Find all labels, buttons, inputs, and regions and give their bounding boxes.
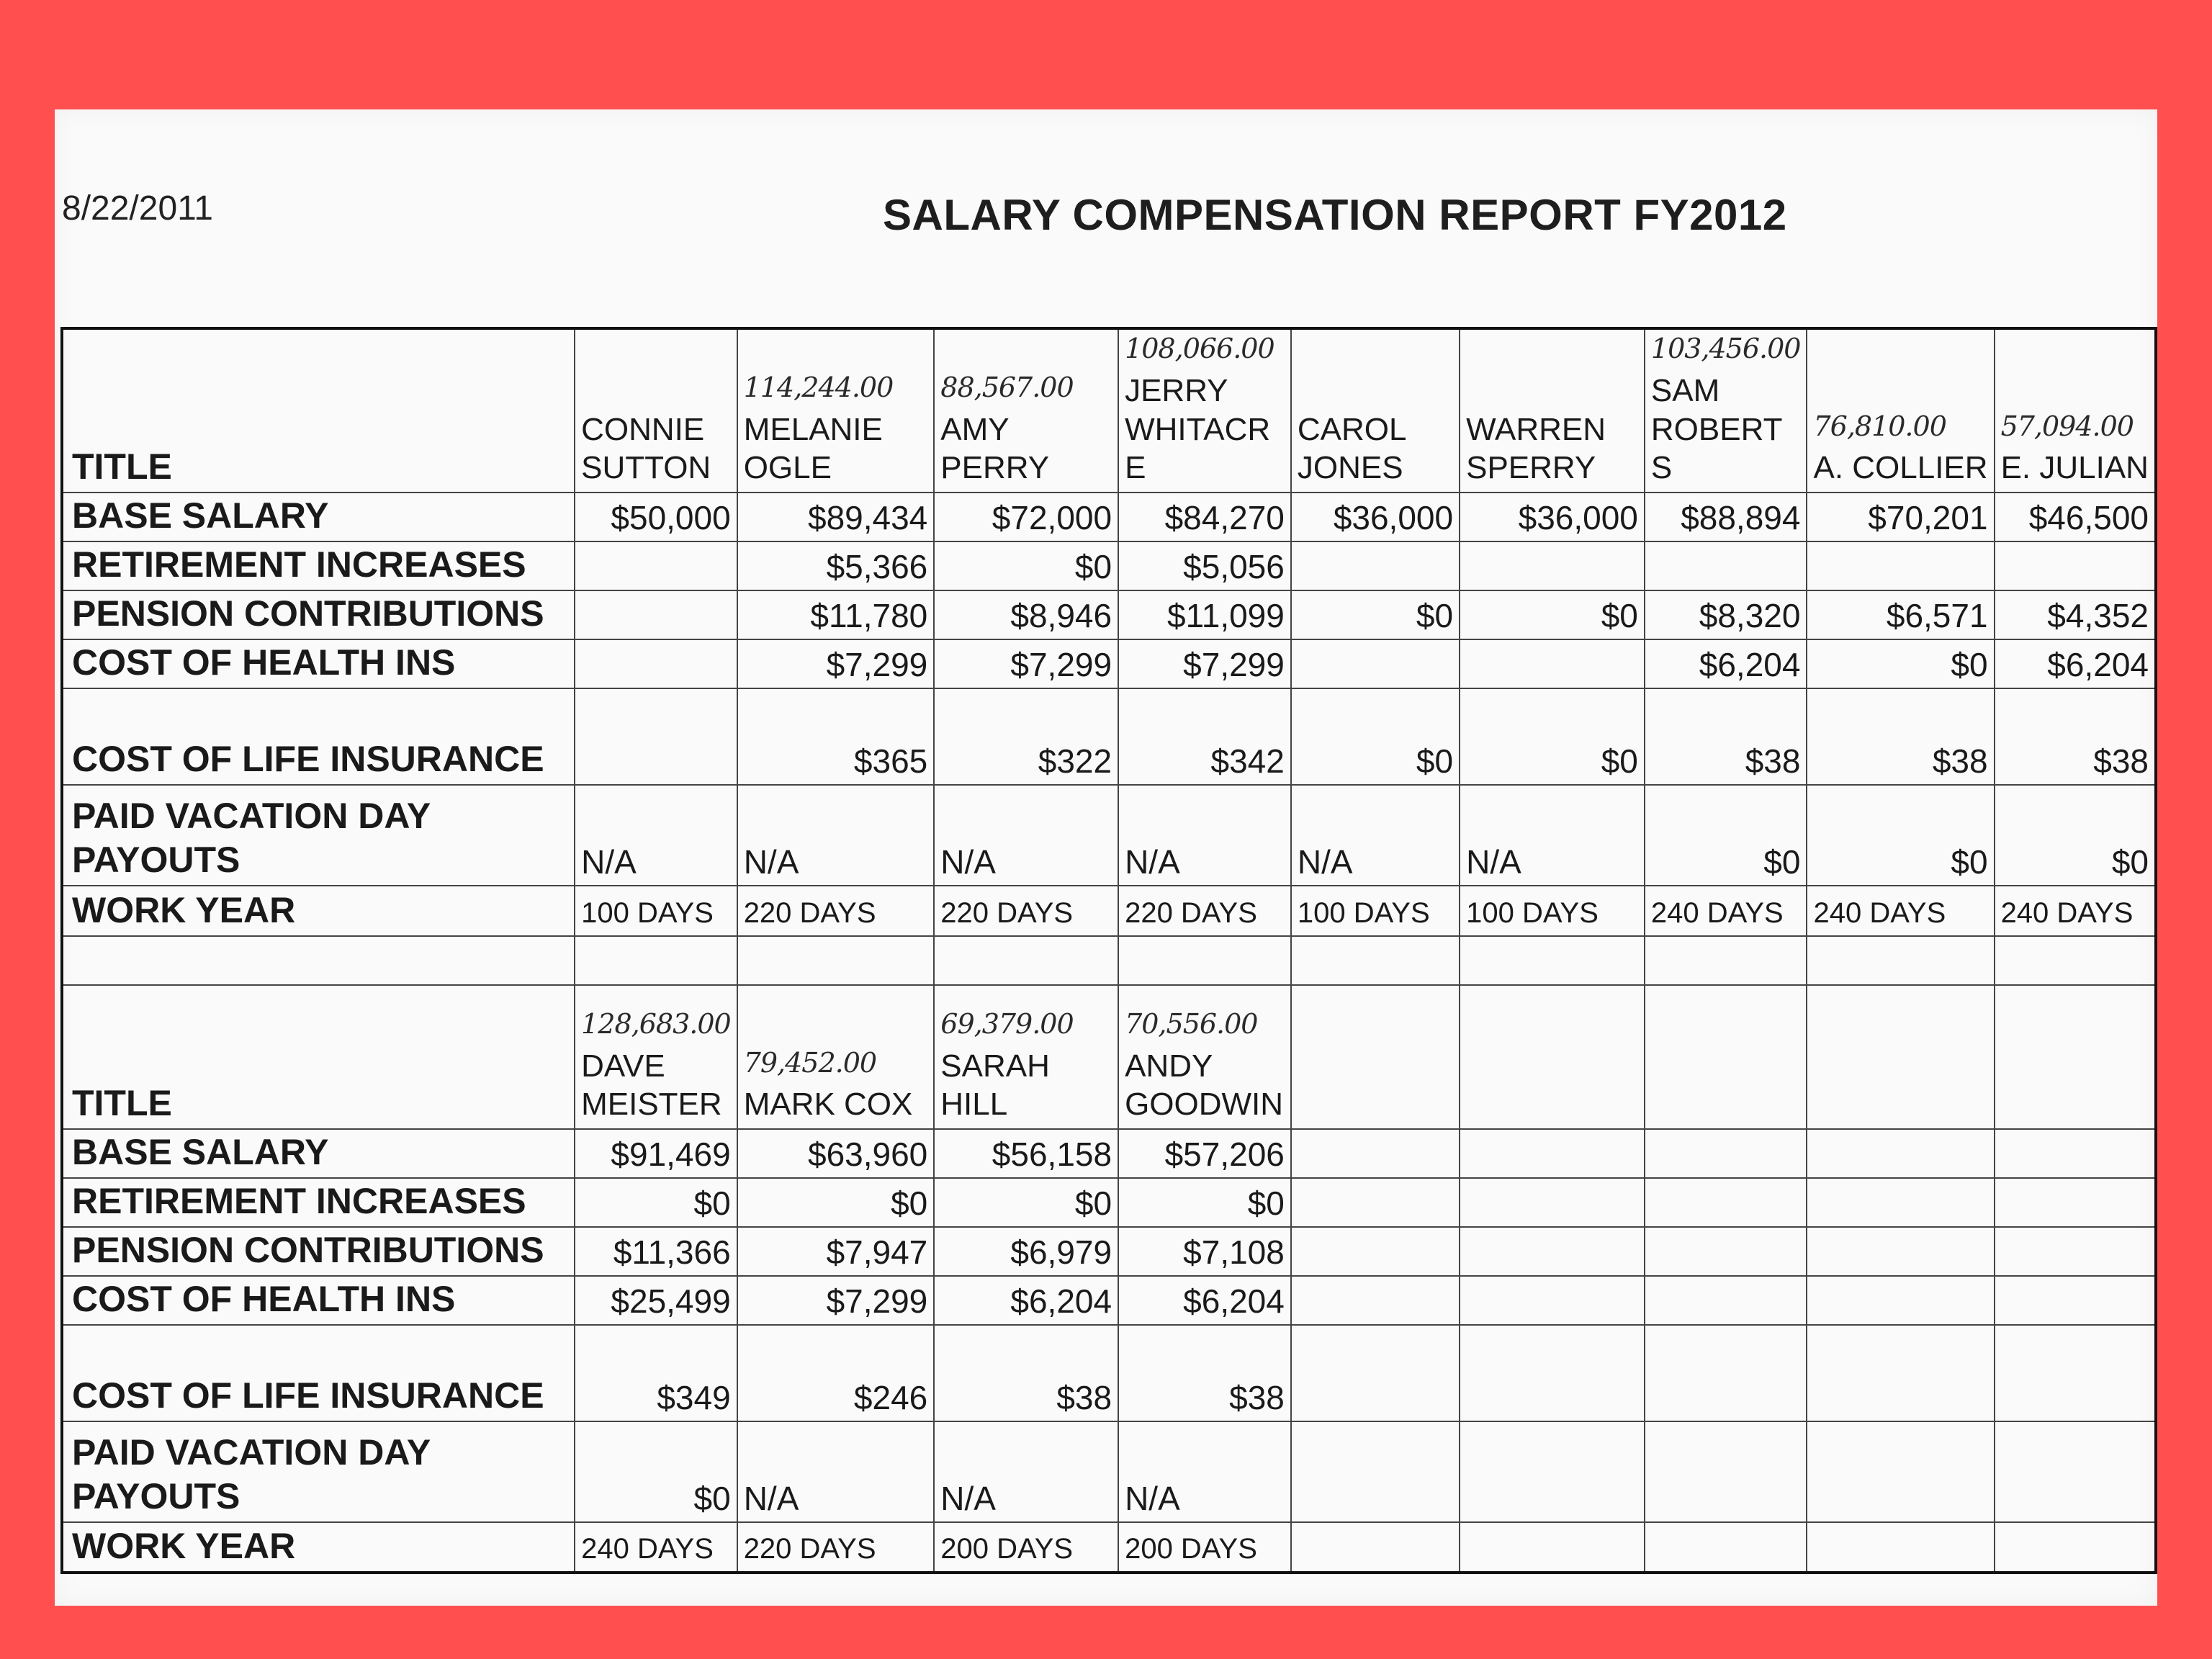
employee-header <box>934 328 1118 493</box>
cell <box>1645 541 1807 590</box>
employee-name: PERRY <box>940 450 1050 486</box>
cell: 240 DAYS <box>575 1522 737 1573</box>
cell: $5,366 <box>737 541 935 590</box>
cell: 200 DAYS <box>934 1522 1118 1573</box>
employee-header <box>575 328 737 493</box>
cell: $11,099 <box>1118 590 1291 639</box>
row-label-line: PAID VACATION DAY <box>72 796 431 836</box>
employee-name: ROBERT <box>1650 411 1783 447</box>
cell <box>1291 541 1460 590</box>
cell <box>934 936 1118 985</box>
cell <box>575 639 737 688</box>
employee-name: E <box>1125 450 1146 486</box>
employee-name: SARAH <box>940 1048 1050 1084</box>
row-base-salary <box>62 1129 2156 1178</box>
cell: $0 <box>1807 639 1994 688</box>
cell: N/A <box>934 785 1118 886</box>
cell <box>1291 1522 1460 1573</box>
employee-header <box>1460 985 1645 1129</box>
row-cost-of-health-ins <box>62 639 2156 688</box>
employee-name: WHITACR <box>1125 411 1271 447</box>
cell: $46,500 <box>1995 493 2156 541</box>
cell: $36,000 <box>1460 493 1645 541</box>
row-base-salary <box>62 493 2156 541</box>
employee-name: WARREN <box>1466 411 1606 447</box>
cell: $0 <box>1807 785 1994 886</box>
row-label: COST OF LIFE INSURANCE <box>62 688 575 785</box>
cell <box>1460 936 1645 985</box>
cell: $6,204 <box>1995 639 2156 688</box>
employee-name: HILL <box>940 1087 1008 1123</box>
cell: $56,158 <box>934 1129 1118 1178</box>
cell: $0 <box>575 1421 737 1522</box>
cell <box>1291 1178 1460 1227</box>
cell: $322 <box>934 688 1118 785</box>
row-label-line: PAID VACATION DAY <box>72 1432 431 1473</box>
cell <box>1291 1129 1460 1178</box>
employee-header <box>1807 328 1994 493</box>
cell <box>1807 541 1994 590</box>
row-cost-of-life-insurance <box>62 1325 2156 1421</box>
row-label: RETIREMENT INCREASES <box>62 541 575 590</box>
cell: $0 <box>575 1178 737 1227</box>
cell: $246 <box>737 1325 935 1421</box>
row-label-line: PAYOUTS <box>72 840 240 880</box>
employee-header <box>1807 985 1994 1129</box>
title-label: TITLE <box>62 985 575 1129</box>
cell: 220 DAYS <box>737 886 935 936</box>
cell <box>1645 1276 1807 1325</box>
employee-name: MELANIE <box>743 411 883 447</box>
cell <box>1807 1522 1994 1573</box>
employee-name: E. JULIAN <box>2000 450 2149 486</box>
cell <box>1645 936 1807 985</box>
cell: 200 DAYS <box>1118 1522 1291 1573</box>
row-retirement-increases <box>62 541 2156 590</box>
cell <box>1645 1129 1807 1178</box>
cell: N/A <box>575 785 737 886</box>
cell: $0 <box>1995 785 2156 886</box>
row-pension-contributions <box>62 1227 2156 1276</box>
cell: $8,320 <box>1645 590 1807 639</box>
cell <box>1807 1178 1994 1227</box>
cell: $38 <box>1645 688 1807 785</box>
row-label: PENSION CONTRIBUTIONS <box>62 1227 575 1276</box>
row-label: COST OF HEALTH INS <box>62 1276 575 1325</box>
cell <box>1995 1276 2156 1325</box>
cell <box>575 688 737 785</box>
row-label: WORK YEAR <box>62 886 575 936</box>
employee-header <box>1645 328 1807 493</box>
employee-name: CONNIE <box>581 411 705 447</box>
cell <box>1460 1276 1645 1325</box>
cell: $50,000 <box>575 493 737 541</box>
employee-name: MEISTER <box>581 1087 722 1123</box>
cell: $6,204 <box>1118 1276 1291 1325</box>
cell <box>62 936 575 985</box>
row-cost-of-health-ins <box>62 1276 2156 1325</box>
cell <box>1460 541 1645 590</box>
row-label: BASE SALARY <box>62 1129 575 1178</box>
employee-name: OGLE <box>743 450 832 486</box>
cell: $88,894 <box>1645 493 1807 541</box>
cell: $11,366 <box>575 1227 737 1276</box>
employee-header <box>575 985 737 1129</box>
header-row <box>62 328 2156 493</box>
cell: $91,469 <box>575 1129 737 1178</box>
handwritten-total: 57,094.00 <box>2000 410 2134 442</box>
cell: $7,947 <box>737 1227 935 1276</box>
cell <box>737 936 935 985</box>
cell <box>1995 1522 2156 1573</box>
title-label: TITLE <box>62 328 575 493</box>
cell: $25,499 <box>575 1276 737 1325</box>
cell <box>575 936 737 985</box>
cell: 240 DAYS <box>1645 886 1807 936</box>
cell: $72,000 <box>934 493 1118 541</box>
employee-name: A. COLLIER <box>1813 450 1988 486</box>
spacer-row <box>62 936 2156 985</box>
cell <box>1291 639 1460 688</box>
cell <box>1645 1522 1807 1573</box>
cell: 240 DAYS <box>1807 886 1994 936</box>
cell: $0 <box>1291 590 1460 639</box>
employee-name: AMY <box>940 411 1010 447</box>
handwritten-total: 70,556.00 <box>1125 1007 1258 1040</box>
row-label: BASE SALARY <box>62 493 575 541</box>
employee-name: SPERRY <box>1466 450 1596 486</box>
employee-header <box>934 985 1118 1129</box>
employee-name: S <box>1650 450 1673 486</box>
cell <box>1460 1325 1645 1421</box>
handwritten-total: 88,567.00 <box>940 371 1074 403</box>
cell: $38 <box>1807 688 1994 785</box>
cell: $57,206 <box>1118 1129 1291 1178</box>
row-paid-vacation <box>62 785 2156 886</box>
row-work-year <box>62 1522 2156 1573</box>
cell: $349 <box>575 1325 737 1421</box>
cell: 100 DAYS <box>1460 886 1645 936</box>
cell <box>1995 1178 2156 1227</box>
cell: $38 <box>1995 688 2156 785</box>
cell: 240 DAYS <box>1995 886 2156 936</box>
employee-name: ANDY <box>1125 1048 1213 1084</box>
handwritten-total: 103,456.00 <box>1650 333 1801 365</box>
report-date: 8/22/2011 <box>62 189 213 228</box>
employee-header <box>737 985 935 1129</box>
cell: $0 <box>737 1178 935 1227</box>
handwritten-total: 69,379.00 <box>940 1007 1074 1040</box>
handwritten-total: 76,810.00 <box>1813 410 1946 442</box>
salary-table <box>60 327 2157 1574</box>
cell: $6,979 <box>934 1227 1118 1276</box>
cell: N/A <box>1291 785 1460 886</box>
cell: $0 <box>934 1178 1118 1227</box>
row-label: RETIREMENT INCREASES <box>62 1178 575 1227</box>
cell: $365 <box>737 688 935 785</box>
cell: $0 <box>1291 688 1460 785</box>
row-cost-of-life-insurance <box>62 688 2156 785</box>
employee-name: CAROL <box>1297 411 1407 447</box>
cell <box>1460 1227 1645 1276</box>
cell <box>1291 1227 1460 1276</box>
cell: $0 <box>1118 1178 1291 1227</box>
cell <box>1807 1227 1994 1276</box>
report-sheet <box>55 109 2157 1606</box>
cell: $0 <box>1460 590 1645 639</box>
report-title: SALARY COMPENSATION REPORT FY2012 <box>883 191 1787 239</box>
row-label: COST OF HEALTH INS <box>62 639 575 688</box>
cell: N/A <box>737 785 935 886</box>
cell <box>1460 639 1645 688</box>
cell: N/A <box>1118 785 1291 886</box>
header-row <box>62 985 2156 1129</box>
employee-header <box>1118 328 1291 493</box>
cell <box>1807 1276 1994 1325</box>
cell: $0 <box>1645 785 1807 886</box>
cell: $38 <box>1118 1325 1291 1421</box>
cell: 220 DAYS <box>934 886 1118 936</box>
employee-name: DAVE <box>581 1048 665 1084</box>
cell: $4,352 <box>1995 590 2156 639</box>
cell: $6,204 <box>1645 639 1807 688</box>
cell <box>1291 1421 1460 1522</box>
cell: $6,204 <box>934 1276 1118 1325</box>
cell: $63,960 <box>737 1129 935 1178</box>
cell: N/A <box>934 1421 1118 1522</box>
cell <box>1291 1276 1460 1325</box>
cell: $342 <box>1118 688 1291 785</box>
cell: $7,299 <box>934 639 1118 688</box>
cell <box>1291 936 1460 985</box>
cell: $0 <box>1460 688 1645 785</box>
employee-name: GOODWIN <box>1125 1087 1284 1123</box>
cell: 220 DAYS <box>1118 886 1291 936</box>
employee-header <box>1645 985 1807 1129</box>
cell: N/A <box>1460 785 1645 886</box>
handwritten-total: 128,683.00 <box>581 1007 731 1040</box>
row-label-line: PAYOUTS <box>72 1476 240 1516</box>
cell: 100 DAYS <box>1291 886 1460 936</box>
employee-name: MARK COX <box>743 1087 913 1123</box>
cell <box>1645 1421 1807 1522</box>
row-label <box>62 1421 575 1522</box>
cell <box>1995 541 2156 590</box>
cell <box>1995 1227 2156 1276</box>
cell <box>1460 1522 1645 1573</box>
employee-name: JERRY <box>1125 372 1228 408</box>
cell <box>1460 1178 1645 1227</box>
cell: $8,946 <box>934 590 1118 639</box>
cell <box>1807 936 1994 985</box>
cell <box>575 541 737 590</box>
cell <box>1645 1178 1807 1227</box>
cell: $7,299 <box>737 639 935 688</box>
employee-name: SUTTON <box>581 450 711 486</box>
row-pension-contributions <box>62 590 2156 639</box>
cell: $5,056 <box>1118 541 1291 590</box>
cell: N/A <box>1118 1421 1291 1522</box>
row-label: PENSION CONTRIBUTIONS <box>62 590 575 639</box>
row-paid-vacation <box>62 1421 2156 1522</box>
cell: $6,571 <box>1807 590 1994 639</box>
cell: $36,000 <box>1291 493 1460 541</box>
row-label <box>62 785 575 886</box>
cell <box>1645 1325 1807 1421</box>
cell: $11,780 <box>737 590 935 639</box>
cell <box>1460 1421 1645 1522</box>
cell: 100 DAYS <box>575 886 737 936</box>
cell <box>1995 1129 2156 1178</box>
cell: 220 DAYS <box>737 1522 935 1573</box>
cell: $89,434 <box>737 493 935 541</box>
row-retirement-increases <box>62 1178 2156 1227</box>
cell <box>1995 936 2156 985</box>
cell <box>1995 1325 2156 1421</box>
employee-name: SAM <box>1650 372 1720 408</box>
cell: $7,299 <box>737 1276 935 1325</box>
employee-header <box>1118 985 1291 1129</box>
cell: $7,108 <box>1118 1227 1291 1276</box>
cell <box>1291 1325 1460 1421</box>
cell: $38 <box>934 1325 1118 1421</box>
handwritten-total: 114,244.00 <box>743 371 894 403</box>
cell <box>1995 1421 2156 1522</box>
employee-header <box>1291 985 1460 1129</box>
employee-header <box>1995 985 2156 1129</box>
cell: $7,299 <box>1118 639 1291 688</box>
row-work-year <box>62 886 2156 936</box>
cell <box>575 590 737 639</box>
cell <box>1118 936 1291 985</box>
row-label: WORK YEAR <box>62 1522 575 1573</box>
cell <box>1807 1325 1994 1421</box>
cell <box>1460 1129 1645 1178</box>
employee-header <box>737 328 935 493</box>
cell <box>1645 1227 1807 1276</box>
row-label: COST OF LIFE INSURANCE <box>62 1325 575 1421</box>
cell <box>1807 1421 1994 1522</box>
employee-header <box>1460 328 1645 493</box>
cell: $84,270 <box>1118 493 1291 541</box>
cell: $0 <box>934 541 1118 590</box>
cell <box>1807 1129 1994 1178</box>
employee-header <box>1291 328 1460 493</box>
employee-header <box>1995 328 2156 493</box>
handwritten-total: 108,066.00 <box>1125 333 1274 365</box>
handwritten-total: 79,452.00 <box>743 1046 877 1079</box>
cell: N/A <box>737 1421 935 1522</box>
cell: $70,201 <box>1807 493 1994 541</box>
employee-name: JONES <box>1297 450 1403 486</box>
